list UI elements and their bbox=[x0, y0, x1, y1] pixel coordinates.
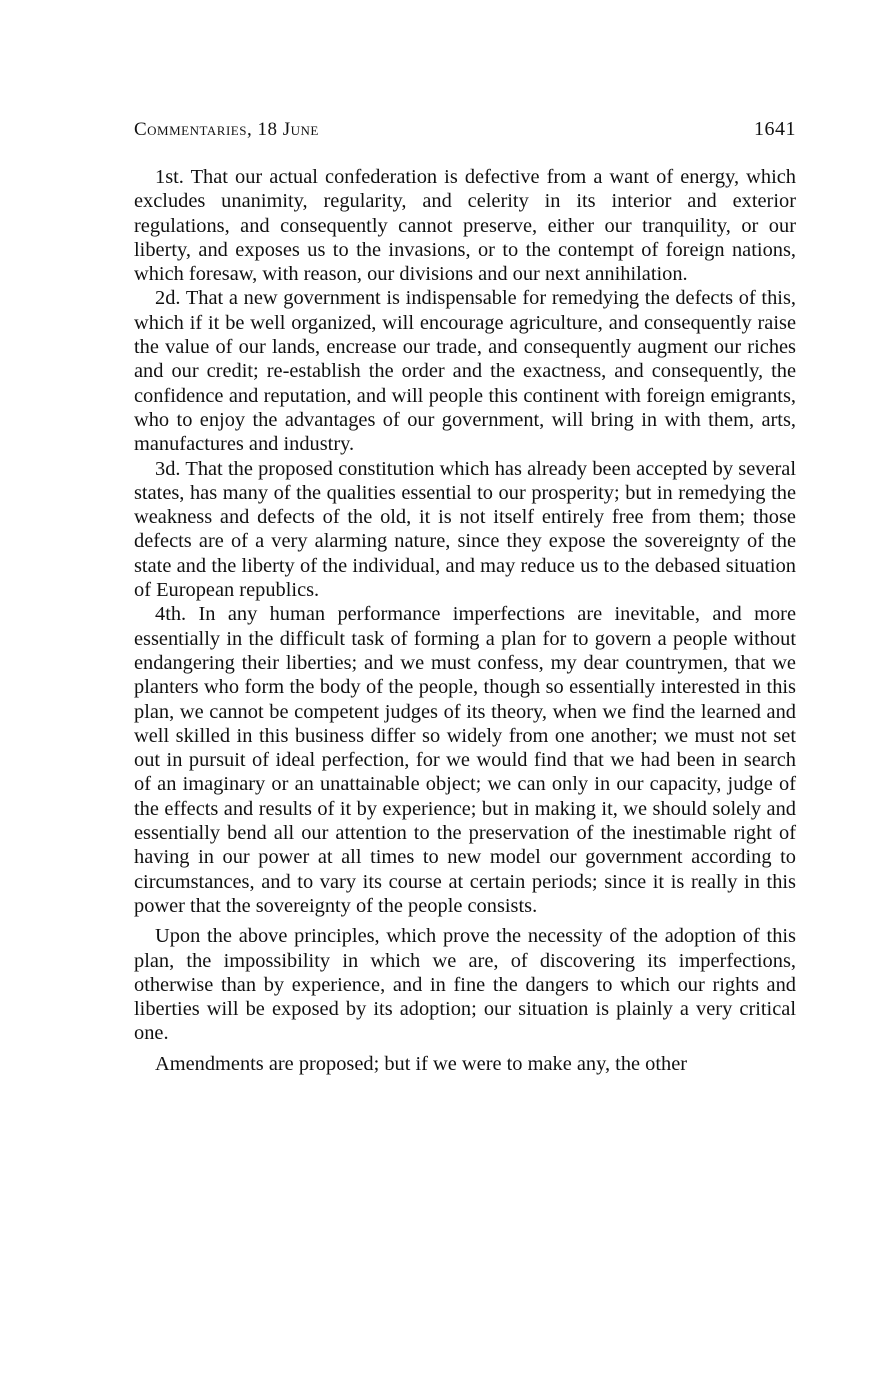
running-title: Commentaries, 18 June bbox=[134, 119, 319, 140]
paragraph-second-point: 2d. That a new government is indispensable for remedying the defects of this, which if it be well organized, will encourage agriculture, and consequently raise the value of our lands, encrease our trade, and consequently augment our riches and our credit; re-establish the order and the exactness, and consequently, the confidence and reputation, and will people this continent with foreign emigrants, who to enjoy the advantages of our government, will bring in with them, arts, manufactures and industry. bbox=[134, 287, 796, 456]
running-head bbox=[134, 118, 796, 144]
paragraph-principles: Upon the above principles, which prove the necessity of the adoption of this plan, the impossibility in which we are, of discovering its imperfections, otherwise than by experience, and in fine the dangers to which our rights and liberties will be exposed by its adoption; our situation is plainly a very critical one. bbox=[134, 925, 796, 1045]
page-number: 1641 bbox=[754, 118, 796, 140]
paragraph-amendments: Amendments are proposed; but if we were to make any, the other bbox=[155, 1052, 688, 1075]
paragraph-third-point: 3d. That the proposed constitution which has already been accepted by several states, has many of the qualities essential to our prosperity; but in remedying the weakness and defects of the old, it is not itself entirely free from them; those defects are of a very alarming nature, since they expose the sovereignty of the state and the liberty of the individual, and may reduce us to the debased situation of European republics. bbox=[134, 457, 796, 602]
paragraph-fourth-point: 4th. In any human performance imperfections are inevitable, and more essentially in the difficult task of forming a plan for to govern a people without endangering their liberties; and we must confess, my dear countrymen, that we planters who form the body of the people, though so essentially interested in this plan, we cannot be competent judges of its theory, when we find the learned and well skilled in this business differ so widely from one another; we must not set out in pursuit of ideal perfection, for we would find that we had been in search of an imaginary or an unattainable object; we can only in our capacity, judge of the effects and results of it by experience; but in making it, we should solely and essentially bend all our attention to the preservation of the inestimable right of having in our power at all times to new model our government according to circumstances, and to vary its course at certain periods; since it is really in this power that the sovereignty of the people consists. bbox=[134, 603, 796, 917]
paragraph-first-point: 1st. That our actual confederation is defective from a want of energy, which excludes unanimity, regularity, and celerity in its interior and exterior regulations, and consequently cannot preserve, either our tranquility, or our liberty, and exposes us to the invasions, or to the contempt of foreign nations, which foresaw, with reason, our divisions and our next annihilation. bbox=[134, 166, 796, 286]
body-text bbox=[134, 165, 796, 1076]
